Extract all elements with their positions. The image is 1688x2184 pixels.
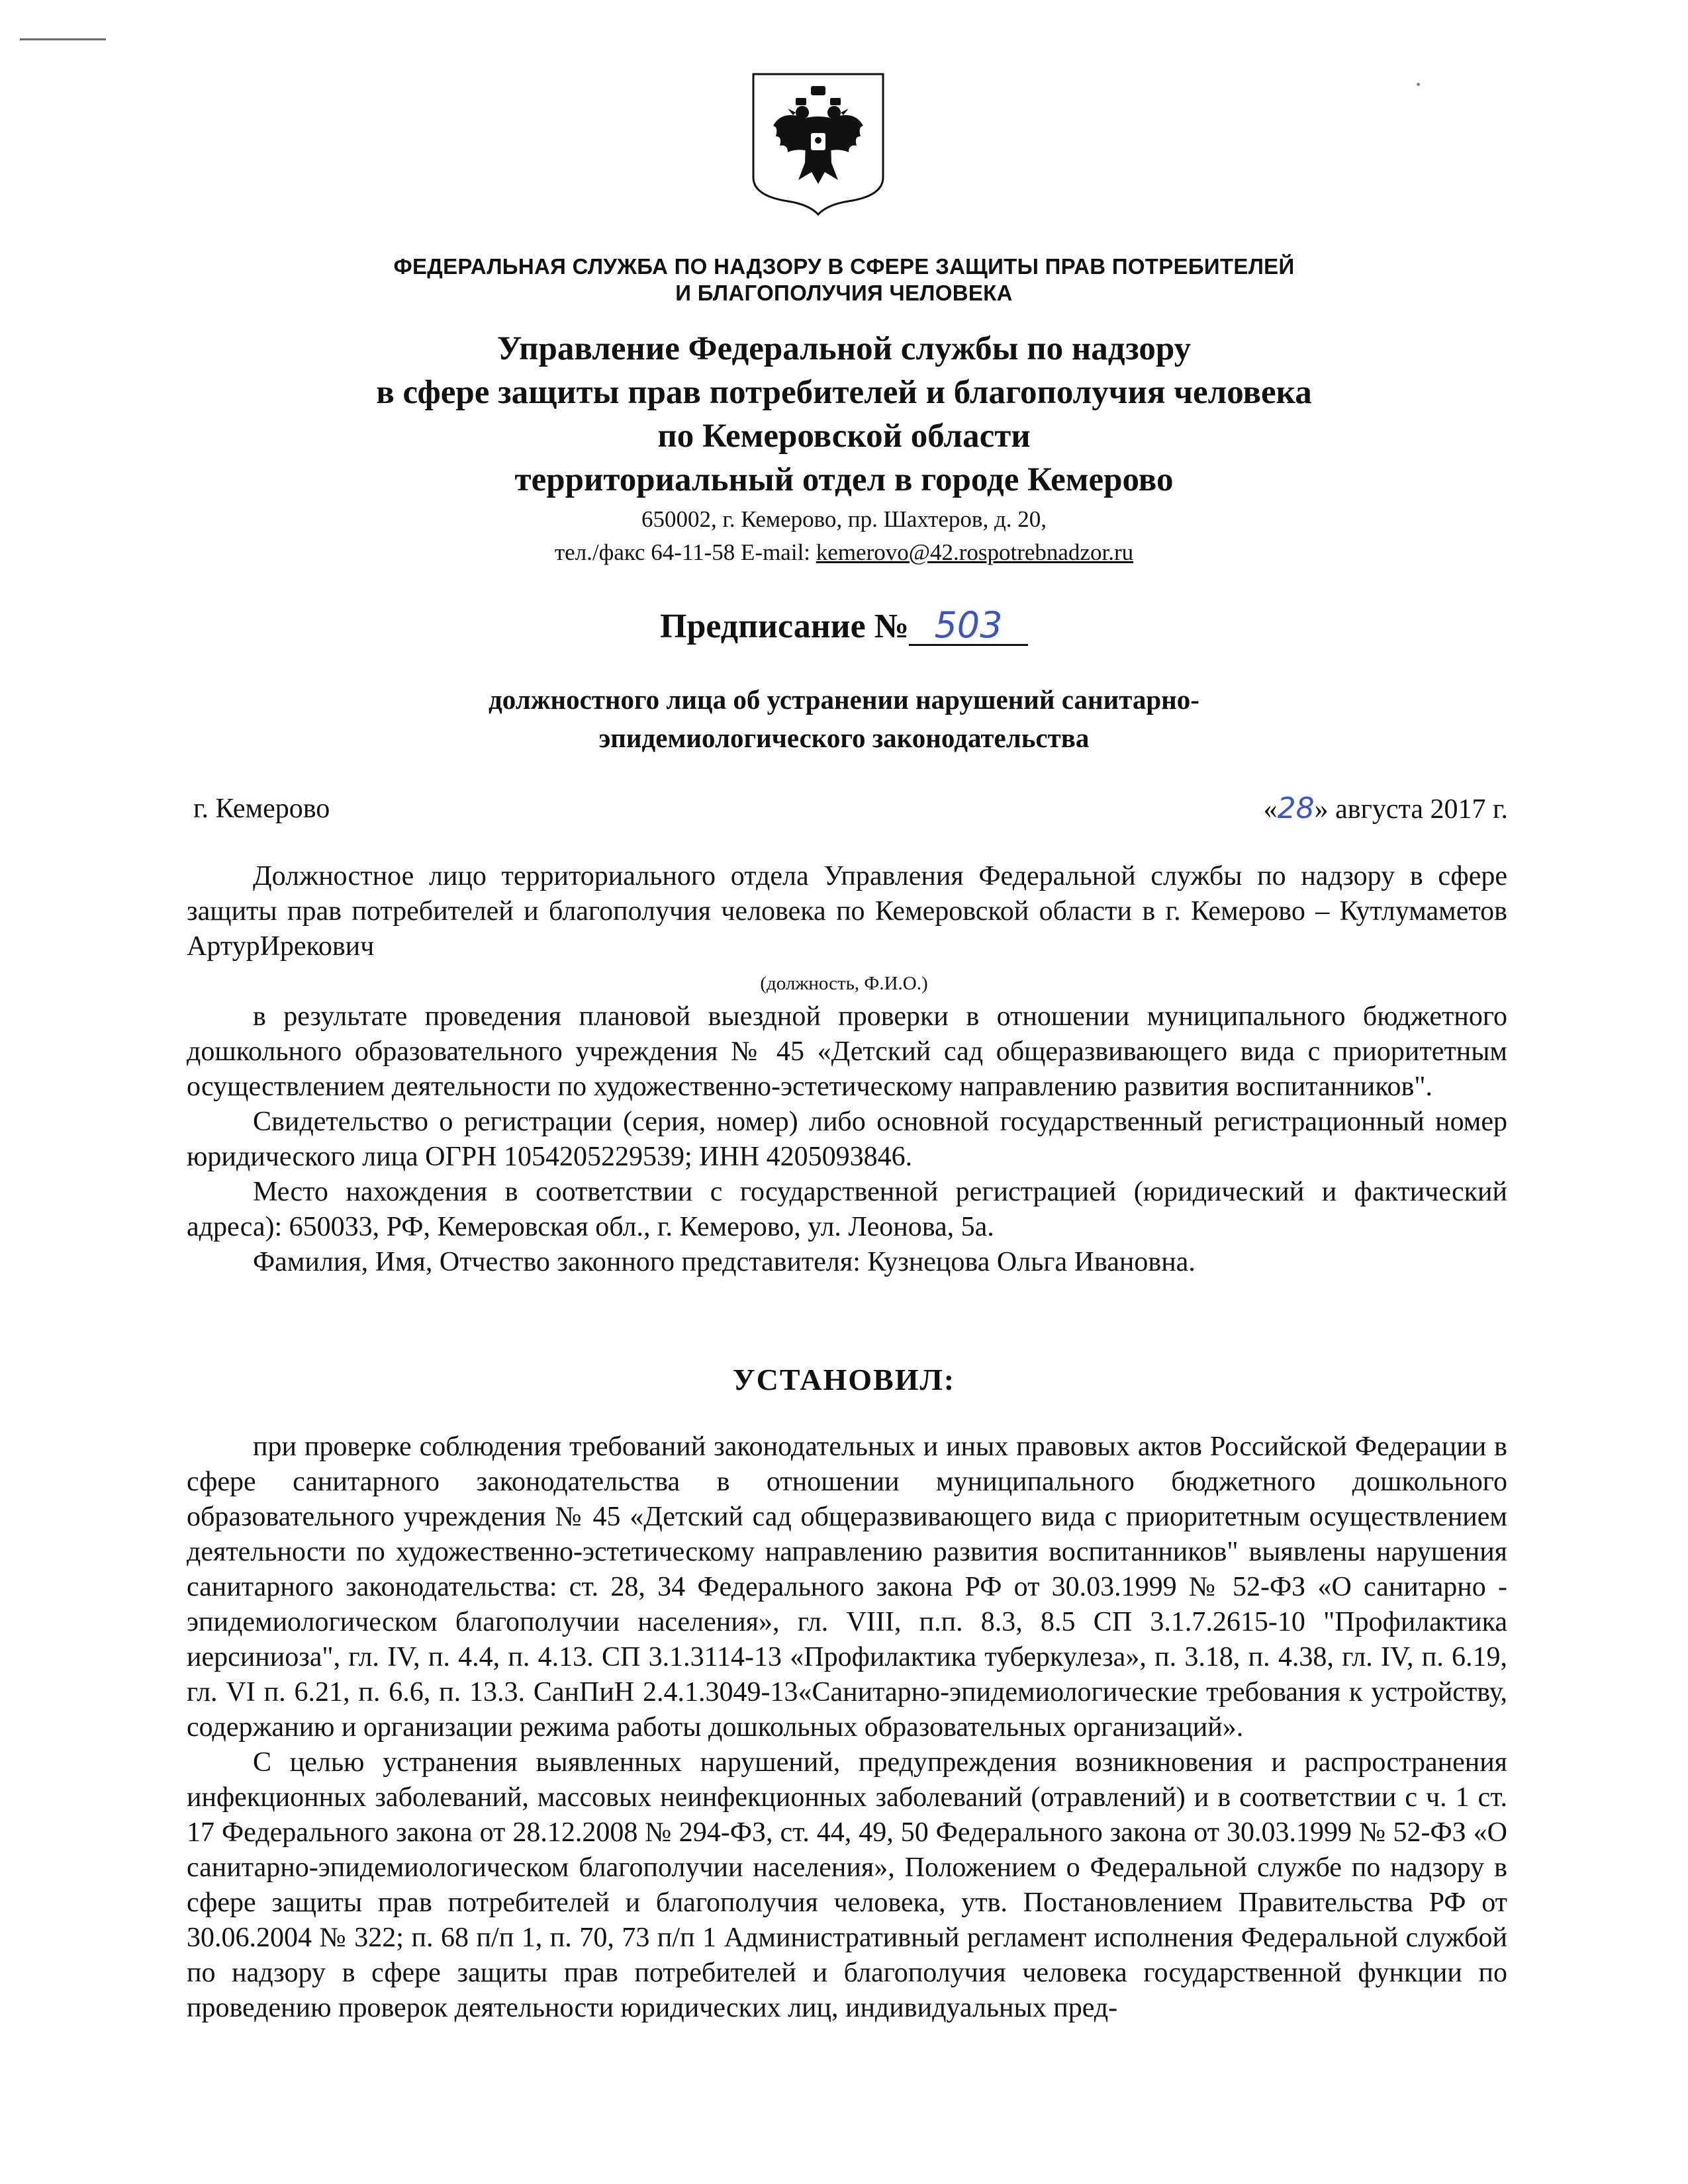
document-subtitle-line2: эпидемиологического законодательства <box>598 723 1090 753</box>
document-title <box>0 606 1688 648</box>
official-text: Должностное лицо территориального отдела Управления Федеральной службы по надзору в сфере защиты прав потребителей и благополучия человека по Кемеровской области в г. Кемерово – Кутлумаметов АртурИрекович <box>187 861 1507 962</box>
scan-speck <box>1417 83 1420 86</box>
office-name-line4: территориальный отдел в городе Кемерово <box>514 461 1174 498</box>
official-caption: (должность, Ф.И.О.) <box>760 973 928 994</box>
findings-block <box>187 1430 1507 2026</box>
section-title-established: УСТАНОВИЛ: <box>732 1363 956 1396</box>
registration-text: Свидетельство о регистрации (серия, номер) либо основной государственный регистрационный номер юридического лица ОГРН 1054205229539; ИНН 4205093846. <box>187 1107 1507 1172</box>
location-text: Место нахождения в соответствии с государственной регистрацией (юридический и фактический адреса): 650033, РФ, Кемеровская обл., г. Кемерово, ул. Леонова, 5а. <box>187 1177 1507 1242</box>
representative-text: Фамилия, Имя, Отчество законного представителя: Кузнецова Ольга Ивановна. <box>253 1247 1196 1277</box>
date-month-year: » августа 2017 г. <box>1314 794 1508 825</box>
office-name-line2: в сфере защиты прав потребителей и благополучия человека <box>376 374 1312 411</box>
inspection-text: в результате проведения плановой выездной проверки в отношении муниципального бюджетного дошкольного образовательного учреждения № 45 «Детский сад общеразвивающего вида с приоритетным осуществлением деятельности по художественно-эстетическому направлению развития воспитанников". <box>187 1001 1507 1102</box>
agency-name-line2: И БЛАГОПОЛУЧИЯ ЧЕЛОВЕКА <box>675 281 1013 305</box>
phone-fax-label: тел./факс 64-11-58 E-mail: <box>554 539 816 565</box>
email-link[interactable]: kemerovo@42.rospotrebnadzor.ru <box>816 539 1134 565</box>
office-contacts <box>0 537 1688 568</box>
handwritten-date-day: 28 <box>1277 792 1315 825</box>
date-open-quote: « <box>1263 794 1278 825</box>
coat-of-arms-emblem <box>749 71 887 217</box>
inspection-block <box>187 999 1507 1280</box>
document-subtitle-line1: должностного лица об устранении нарушений санитарно- <box>489 684 1199 715</box>
issue-date <box>1264 791 1508 827</box>
office-name-line1: Управление Федеральной службы по надзору <box>496 330 1192 367</box>
issue-city: г. Кемерово <box>193 794 330 824</box>
office-name-line3: по Кемеровской области <box>657 418 1031 455</box>
scan-corner-mark <box>20 38 106 40</box>
document-title-label: Предписание № <box>660 608 909 645</box>
official-paragraph <box>187 859 1507 964</box>
purpose-text: С целью устранения выявленных нарушений, предупреждения возникновения и распространения инфекционных заболеваний, массовых неинфекционных заболеваний (отравлений) и в соответствии с ч. 1 ст. 17 Федерального закона от 28.12.2008 № 294-ФЗ, ст. 44, 49, 50 Федерального закона от 30.03.1999 № 52-ФЗ «О санитарно-эпидемиологическом благополучии населения», Положением о Федеральной службе по надзору в сфере защиты прав потребителей и благополучия человека, утв. Постановлением Правительства РФ от 30.06.2004 № 322; п. 68 п/п 1, п. 70, 73 п/п 1 Административный регламент исполнения Федеральной службой по надзору в сфере защиты прав потребителей и благополучия человека государственной функции по проведению проверок деятельности юридических лиц, индивидуальных пред- <box>187 1747 1507 2023</box>
handwritten-document-number: 503 <box>909 607 1028 646</box>
office-address: 650002, г. Кемерово, пр. Шахтеров, д. 20, <box>641 506 1047 532</box>
findings-text: при проверке соблюдения требований законодательных и иных правовых актов Российской Федерации в сфере санитарного законодательства в отношении муниципального бюджетного дошкольного образовательного учреждения № 45 «Детский сад общеразвивающего вида с приоритетным осуществлением деятельности по художественно-эстетическому направлению развития воспитанников" выявлены нарушения санитарного законодательства: ст. 28, 34 Федерального закона РФ от 30.03.1999 № 52-ФЗ «О санитарно - эпидемиологическом благополучии населения», гл. VIII, п.п. 8.3, 8.5 СП 3.1.7.2615-10 "Профилактика иерсиниоза", гл. IV, п. 4.4, п. 4.13. СП 3.1.3114-13 «Профилактика туберкулеза», п. 3.18, п. 4.38, гл. IV, п. 6.19, гл. VI п. 6.21, п. 6.6, п. 13.3. СанПиН 2.4.1.3049-13«Санитарно-эпидемиологические требования к устройству, содержанию и организации режима работы дошкольных образовательных организаций». <box>187 1432 1507 1743</box>
agency-name-line1: ФЕДЕРАЛЬНАЯ СЛУЖБА ПО НАДЗОРУ В СФЕРЕ ЗАЩИТЫ ПРАВ ПОТРЕБИТЕЛЕЙ <box>393 254 1295 279</box>
